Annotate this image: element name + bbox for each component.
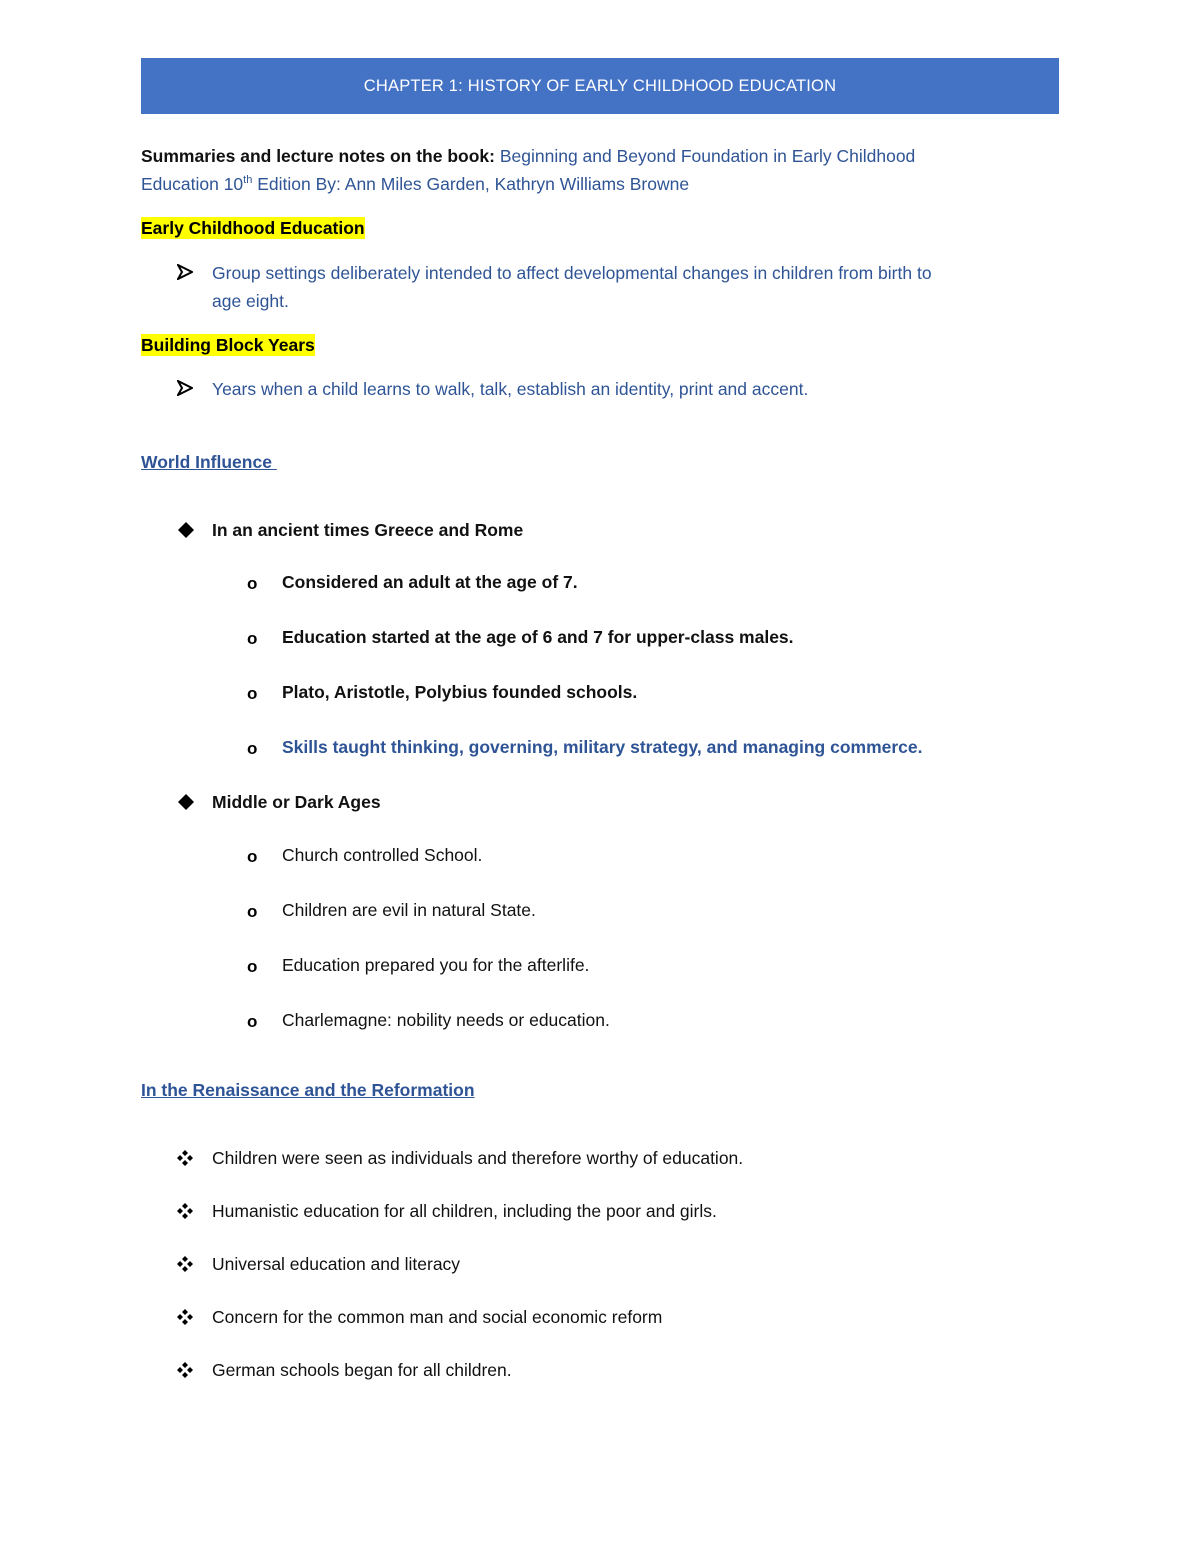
middle-item: Church controlled School.: [282, 845, 483, 865]
filled-diamond-bullet-icon: [177, 793, 195, 811]
intro-line-2: [141, 170, 689, 198]
four-diamond-bullet-icon: [176, 1149, 194, 1167]
circle-bullet-icon: o: [247, 957, 258, 976]
four-diamond-bullet-icon: [176, 1361, 194, 1379]
filled-diamond-bullet-icon: [177, 521, 195, 539]
circle-bullet-icon: o: [247, 684, 258, 703]
arrowhead-bullet-icon: [177, 380, 193, 396]
renaissance-item: Children were seen as individuals and therefore worthy of education.: [212, 1148, 744, 1168]
book-authors: Edition By: Ann Miles Garden, Kathryn Williams Browne: [252, 174, 690, 194]
circle-bullet-icon: o: [247, 847, 258, 866]
ancient-title: In an ancient times Greece and Rome: [212, 520, 524, 540]
ancient-item: Considered an adult at the age of 7.: [282, 572, 578, 592]
renaissance-item: Universal education and literacy: [212, 1254, 461, 1274]
four-diamond-bullet-icon: [176, 1308, 194, 1326]
middle-item: Children are evil in natural State.: [282, 900, 536, 920]
ece-heading-row: [141, 214, 365, 242]
book-title: Beginning and Beyond Foundation in Early Childhood: [499, 146, 916, 166]
bby-bullet: Years when a child learns to walk, talk, establish an identity, print and accent.: [212, 379, 809, 399]
renaissance-item: Concern for the common man and social economic reform: [212, 1307, 663, 1327]
four-diamond-bullet-icon: [176, 1255, 194, 1273]
bby-heading-row: [141, 331, 315, 359]
middle-item: Charlemagne: nobility needs or education.: [282, 1010, 610, 1030]
ece-heading: Early Childhood Education: [141, 218, 365, 238]
renaissance-heading: In the Renaissance and the Reformation: [141, 1080, 475, 1100]
renaissance-item: German schools began for all children.: [212, 1360, 512, 1380]
ancient-item: Education started at the age of 6 and 7 for upper-class males.: [282, 627, 794, 647]
middle-title: Middle or Dark Ages: [212, 792, 381, 812]
book-title-cont: Education 10: [141, 174, 244, 194]
ece-bullet-line-2: age eight.: [212, 291, 289, 311]
circle-bullet-icon: o: [247, 902, 258, 921]
renaissance-item: Humanistic education for all children, including the poor and girls.: [212, 1201, 717, 1221]
arrowhead-bullet-icon: [177, 264, 193, 280]
chapter-banner: CHAPTER 1: HISTORY OF EARLY CHILDHOOD EDUCATION: [141, 58, 1059, 114]
edition-sup: th: [243, 174, 253, 187]
ancient-item: Plato, Aristotle, Polybius founded schools.: [282, 682, 638, 702]
circle-bullet-icon: o: [247, 739, 258, 758]
bby-heading: Building Block Years: [141, 335, 315, 355]
circle-bullet-icon: o: [247, 629, 258, 648]
intro-line-1: [141, 142, 915, 170]
circle-bullet-icon: o: [247, 574, 258, 593]
ancient-item: Skills taught thinking, governing, military strategy, and managing commerce.: [282, 737, 923, 757]
world-influence-heading: World Influence: [141, 452, 277, 472]
intro-lead: Summaries and lecture notes on the book:: [141, 146, 495, 166]
ece-bullet-line-1: Group settings deliberately intended to affect developmental changes in children from birth to: [212, 263, 932, 283]
four-diamond-bullet-icon: [176, 1202, 194, 1220]
circle-bullet-icon: o: [247, 1012, 258, 1031]
middle-item: Education prepared you for the afterlife.: [282, 955, 590, 975]
